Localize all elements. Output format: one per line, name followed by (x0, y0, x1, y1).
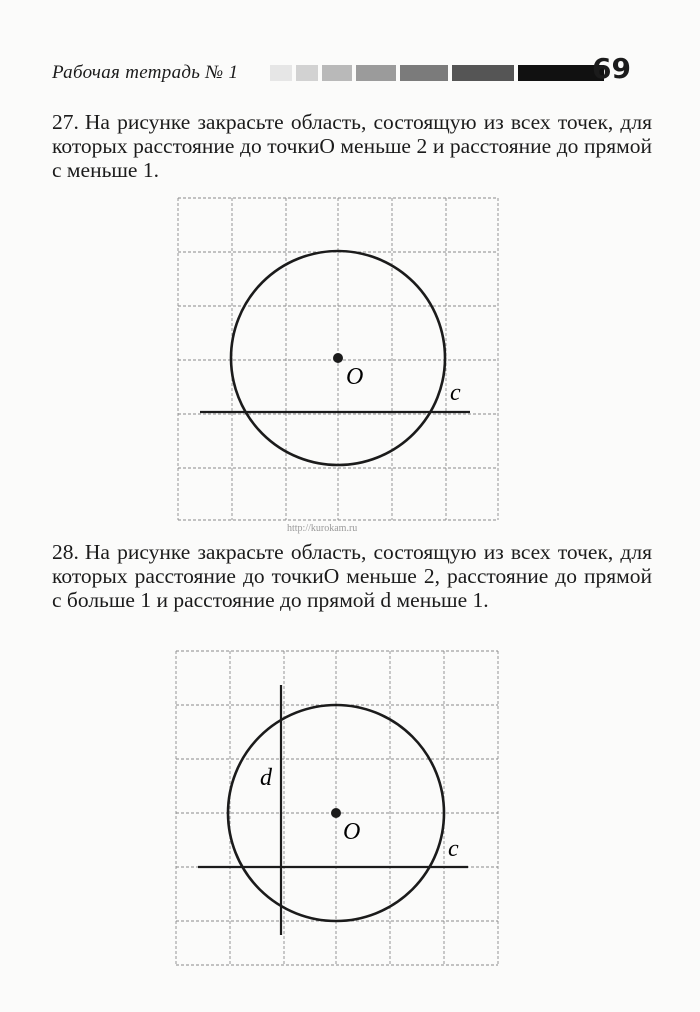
task-27-text: На рисунке закрасьте область, состоящую из всех точек, для которых расстояние до точкиO меньше 2 и расстояние до прямой c меньше 1. (52, 110, 652, 182)
task-28-number: 28. (52, 540, 79, 564)
gradient-segment (270, 65, 292, 81)
task-28-figure (168, 643, 508, 973)
point-o-label: O (343, 819, 361, 845)
gradient-segment (296, 65, 318, 81)
page-number: 69 (592, 52, 631, 85)
line-c-label: c (450, 380, 461, 406)
gradient-segment (400, 65, 448, 81)
line-d-label: d (260, 765, 272, 791)
task-27-number: 27. (52, 110, 79, 134)
line-c-label: c (448, 836, 459, 862)
task-27 (52, 110, 652, 182)
gradient-segment (322, 65, 352, 81)
point-o (331, 808, 341, 818)
point-o-label: O (346, 364, 364, 390)
task-28-text: На рисунке закрасьте область, состоящую из всех точек, для которых расстояние до точкиO меньше 2, расстояние до прямой c больше 1 и расстояние до прямой d меньше 1. (52, 540, 652, 612)
workbook-title: Рабочая тетрадь № 1 (52, 62, 239, 83)
point-o (333, 353, 343, 363)
task-28 (52, 540, 652, 612)
gradient-segment (452, 65, 514, 81)
watermark: http://kurokam.ru (287, 523, 358, 534)
grid (176, 651, 498, 965)
gradient-segment (356, 65, 396, 81)
page-header (0, 50, 700, 90)
task-27-figure (170, 190, 510, 530)
header-gradient-bar (270, 65, 604, 81)
